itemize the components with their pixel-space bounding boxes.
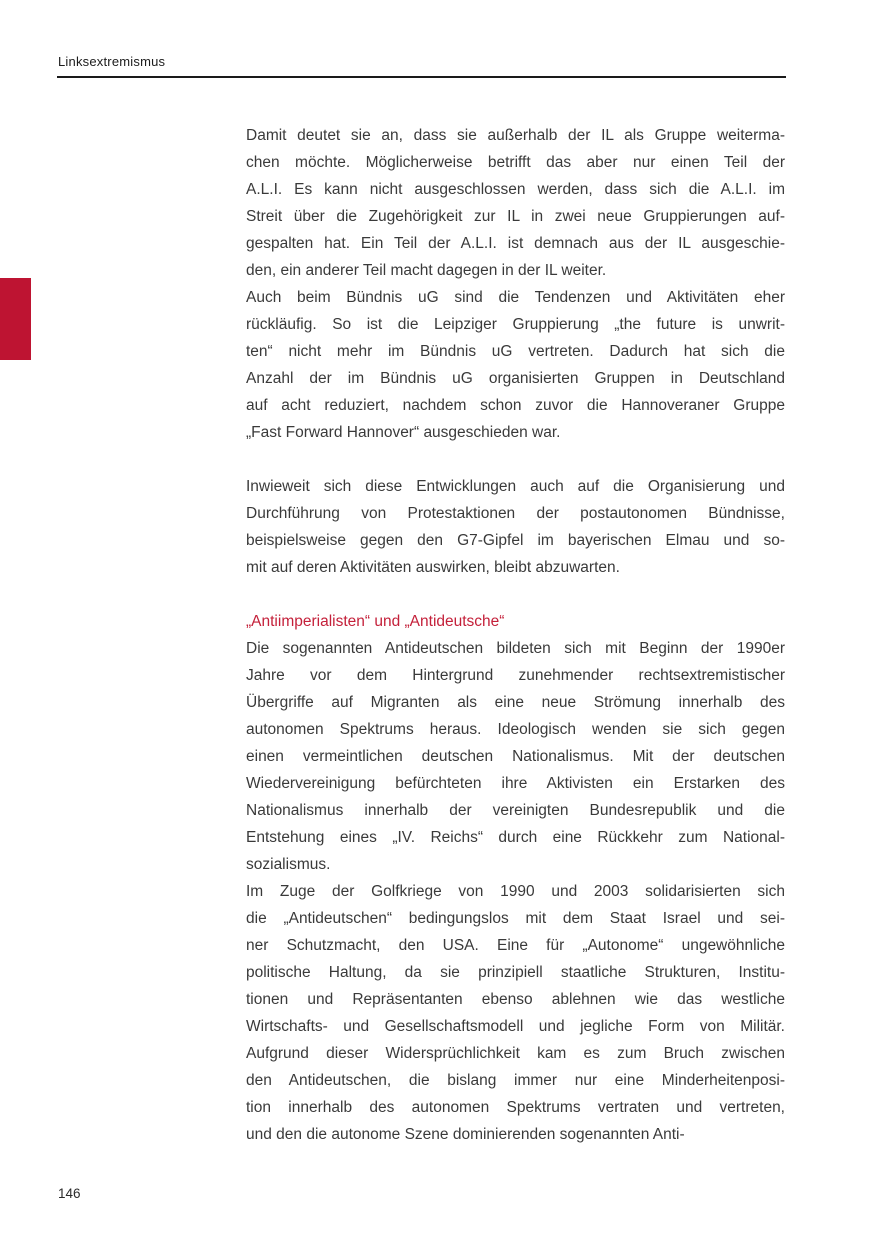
text-line: Jahre vor dem Hintergrund zunehmender rechtsextremistischer [246,667,785,684]
paragraph-1 [246,122,785,284]
text-line: rückläufig. So ist die Leipziger Gruppierung „the future is unwrit- [246,316,785,333]
text-line: den, ein anderer Teil macht dagegen in der IL weiter. [246,262,607,279]
text-line: Entstehung eines „IV. Reichs“ durch eine Rückkehr zum National- [246,829,785,846]
text-line: Anzahl der im Bündnis uG organisierten Gruppen in Deutschland [246,370,785,387]
text-line: auf acht reduziert, nachdem schon zuvor die Hannoveraner Gruppe [246,397,785,414]
text-line: ner Schutzmacht, den USA. Eine für „Autonome“ ungewöhnliche [246,937,785,954]
text-line: tionen und Repräsentanten ebenso ablehnen wie das westliche [246,991,785,1008]
text-line: Durchführung von Protestaktionen der postautonomen Bündnisse, [246,505,785,522]
text-line: gespalten hat. Ein Teil der A.L.I. ist demnach aus der IL ausgeschie- [246,235,785,252]
text-line: Auch beim Bündnis uG sind die Tendenzen und Aktivitäten eher [246,289,785,306]
text-line: den Antideutschen, die bislang immer nur eine Minderheitenposi- [246,1072,785,1089]
section-subheading: „Antiimperialisten“ und „Antideutsche“ [246,613,505,630]
text-line: Wirtschafts- und Gesellschaftsmodell und jegliche Form von Militär. [246,1018,785,1035]
paragraph-3 [246,473,785,581]
text-line: ten“ nicht mehr im Bündnis uG vertreten. Dadurch hat sich die [246,343,785,360]
text-line: mit auf deren Aktivitäten auswirken, bleibt abzuwarten. [246,559,620,576]
paragraph-4 [246,635,785,878]
text-line: tion innerhalb des autonomen Spektrums vertraten und vertreten, [246,1099,785,1116]
text-line: Nationalismus innerhalb der vereinigten Bundesrepublik und die [246,802,785,819]
running-header [58,54,165,69]
body-text-column [246,122,785,1148]
text-line: chen möchte. Möglicherweise betrifft das aber nur einen Teil der [246,154,785,171]
page-footer [58,1186,81,1201]
text-line: autonomen Spektrums heraus. Ideologisch wenden sie sich gegen [246,721,785,738]
running-header-label: Linksextremismus [58,54,166,69]
text-line: „Fast Forward Hannover“ ausgeschieden war. [246,424,561,441]
text-line: politische Haltung, da sie prinzipiell staatliche Strukturen, Institu- [246,964,785,981]
text-line: Im Zuge der Golfkriege von 1990 und 2003 solidarisierten sich [246,883,785,900]
text-line: und den die autonome Szene dominierenden sogenannten Anti- [246,1126,685,1143]
text-line: A.L.I. Es kann nicht ausgeschlossen werden, dass sich die A.L.I. im [246,181,785,198]
paragraph-5 [246,878,785,1148]
text-line: beispielsweise gegen den G7-Gipfel im bayerischen Elmau und so- [246,532,785,549]
page-number: 146 [58,1186,81,1201]
text-line: einen vermeintlichen deutschen Nationalismus. Mit der deutschen [246,748,785,765]
margin-marker-bar [0,278,31,360]
text-line: Streit über die Zugehörigkeit zur IL in zwei neue Gruppierungen auf- [246,208,785,225]
text-line: Die sogenannten Antideutschen bildeten sich mit Beginn der 1990er [246,640,785,657]
header-rule [57,76,786,78]
text-line: Inwieweit sich diese Entwicklungen auch auf die Organisierung und [246,478,785,495]
text-line: Übergriffe auf Migranten als eine neue Strömung innerhalb des [246,694,785,711]
text-line: die „Antideutschen“ bedingungslos mit dem Staat Israel und sei- [246,910,785,927]
text-line: Aufgrund dieser Widersprüchlichkeit kam es zum Bruch zwischen [246,1045,785,1062]
paragraph-2 [246,284,785,446]
text-line: sozialismus. [246,856,331,873]
text-line: Wiedervereinigung befürchteten ihre Aktivisten ein Erstarken des [246,775,785,792]
text-line: Damit deutet sie an, dass sie außerhalb der IL als Gruppe weiterma- [246,127,785,144]
